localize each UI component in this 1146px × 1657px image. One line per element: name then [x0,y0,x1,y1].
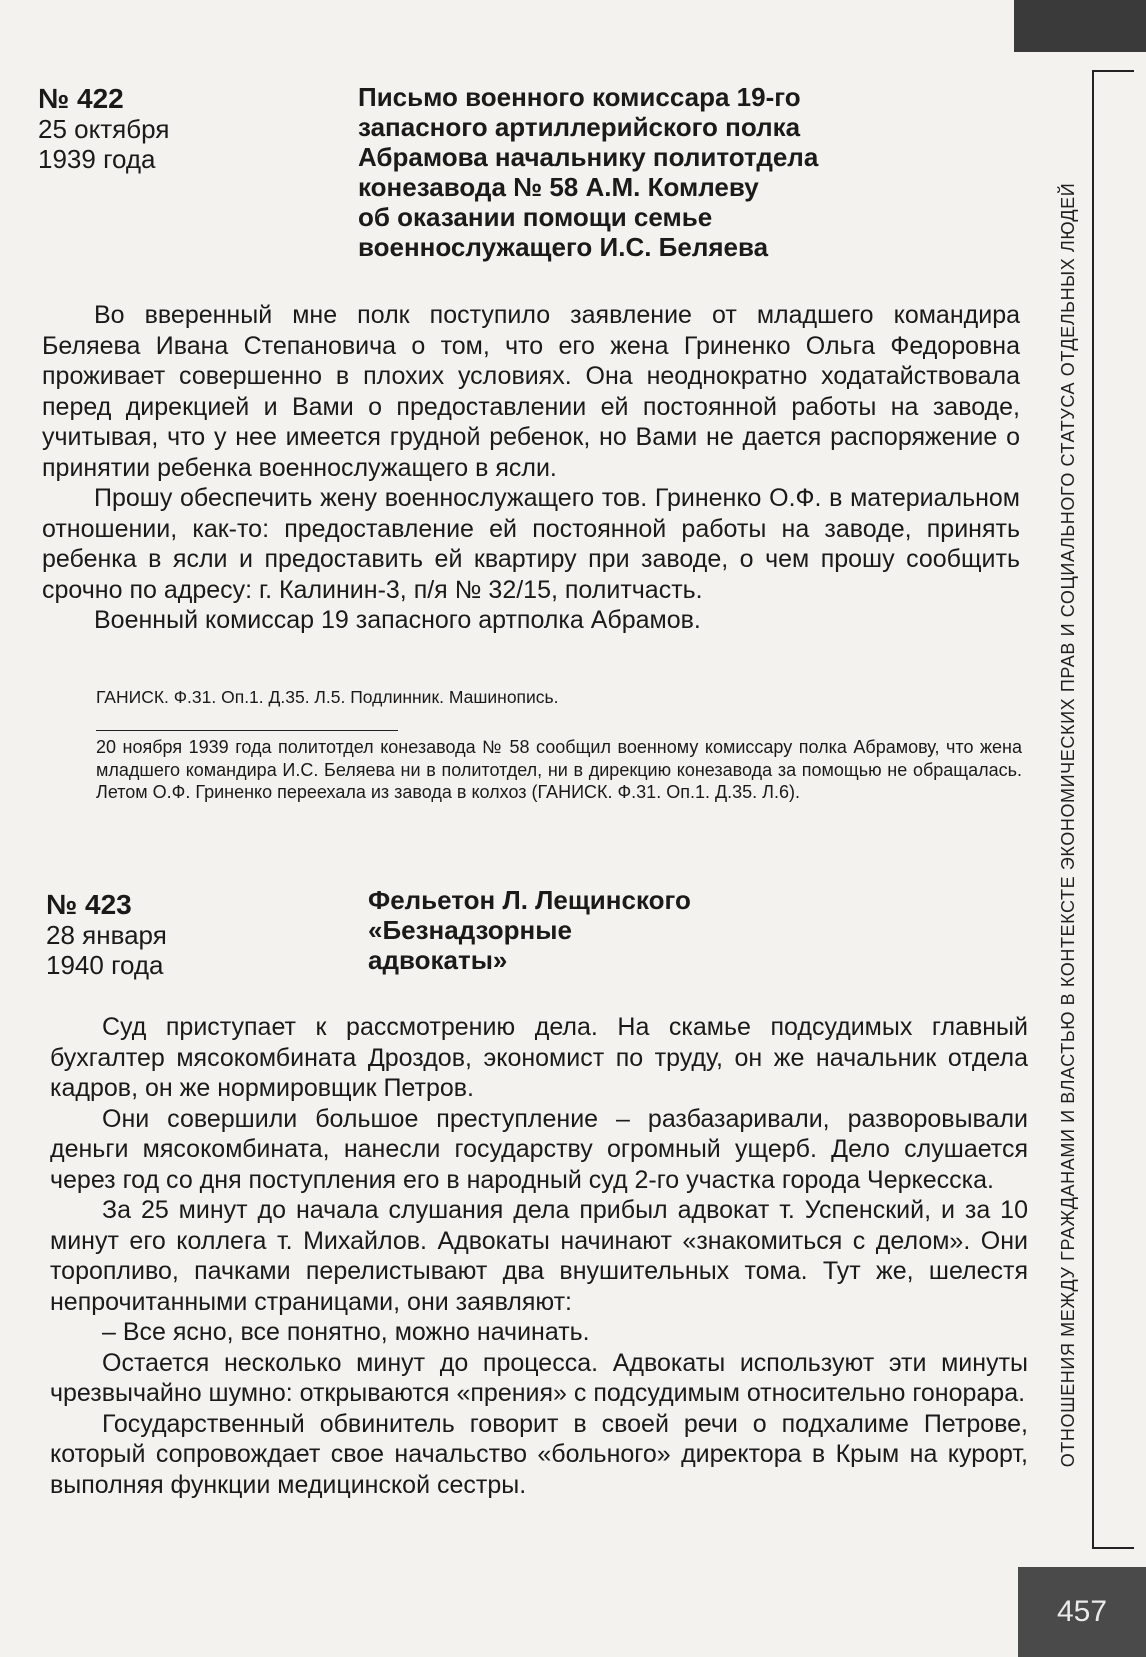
doc-date-year: 1939 года [38,144,156,174]
archive-source: ГАНИСК. Ф.31. Оп.1. Д.35. Л.5. Подлинник. Машинопись. [96,687,559,707]
title-line: Абрамова начальнику политотдела [358,142,819,172]
footnote: 20 ноября 1939 года политотдел конезавода № 58 сообщил военному комиссару полка Абрамову, что жена младшего командира И.С. Беляева ни в политотдел, ни в дирекцию конезавода за помощью не обращалась. Летом О.Ф. Гриненко переехала из завода в колхоз (ГАНИСК. Ф.31. Оп.1. Д.35. Л.6). [96,737,1022,802]
doc-date-year: 1940 года [46,950,164,980]
top-corner-tab [1014,0,1146,52]
paragraph: Остается несколько минут до процесса. Адвокаты используют эти минуты чрезвычайно шумно: открываются «прения» с подсудимым относительно гонорара. [50,1348,1028,1407]
doc-number: № 422 [38,83,124,114]
title-line: Письмо военного комиссара 19-го [358,82,801,112]
doc-date-day: 28 января [46,920,167,950]
side-frame [1092,70,1134,1549]
title-line: запасного артиллерийского полка [358,112,801,142]
dialogue-line: – Все ясно, все понятно, можно начинать. [102,1318,590,1346]
footnote-rule [96,730,398,731]
doc-422-title [358,82,818,262]
doc-422-meta [38,84,169,174]
doc-number: № 423 [46,889,132,920]
signature-line: Военный комиссар 19 запасного артполка Абрамов. [94,606,701,634]
paragraph: Суд приступает к рассмотрению дела. На скамье подсудимых главный бухгалтер мясокомбината Дроздов, экономист по труду, он же начальник отдела кадров, он же нормировщик Петров. [50,1013,1028,1102]
title-line: конезавода № 58 А.М. Комлеву [358,172,759,202]
paragraph: Государственный обвинитель говорит в своей речи о подхалиме Петрове, который сопровождает свое начальство «больного» директора в Крым на курорт, выполняя функции медицинской сестры. [50,1409,1028,1499]
paragraph: Во вверенный мне полк поступило заявление от младшего командира Беляева Ивана Степановича о том, что его жена Гриненко Ольга Федоровна проживает совершенно в плохих условиях. Она неоднократно ходатайствовала перед дирекцией и Вами о предоставлении ей постоянной работы на заводе, учитывая, что у нее имеется грудной ребенок, но Вами не дается распоряжение о принятии ребенка военнослужащего в ясли. [42,301,1020,482]
title-line: Фельетон Л. Лещинского [368,885,691,915]
title-line: военнослужащего И.С. Беляева [358,232,769,262]
title-line: адвокаты» [368,945,508,975]
paragraph: Прошу обеспечить жену военнослужащего тов. Гриненко О.Ф. в материальном отношении, как-то: предоставление ей постоянной работы на заводе, принять ребенка в ясли и предоставить ей квартиру при заводе, о чем прошу сообщить срочно по адресу: г. Калинин-3, п/я № 32/15, политчасть. [42,484,1020,604]
paragraph: За 25 минут до начала слушания дела прибыл адвокат т. Успенский, и за 10 минут его коллега т. Михайлов. Адвокаты начинают «знакомиться с делом». Они торопливо, пачками перелистывают два внушительных тома. Тут же, шелестя непрочитанными страницами, они заявляют: [50,1196,1028,1316]
page-number: 457 [1018,1567,1146,1657]
doc-423-body [50,1012,1028,1500]
doc-423-title [368,885,691,975]
paragraph: Они совершили большое преступление – разбазаривали, разворовывали деньги мясокомбината, нанесли государству огромный ущерб. Дело слушается через год со дня поступления его в народный суд 2-го участка города Черкесска. [50,1104,1028,1194]
doc-423-meta [46,890,167,980]
doc-date-day: 25 октября [38,114,170,144]
title-line: об оказании помощи семье [358,202,713,232]
title-line: «Безнадзорные [368,915,572,945]
doc-422-body [42,300,1020,636]
running-header: ОТНОШЕНИЯ МЕЖДУ ГРАЖДАНАМИ И ВЛАСТЬЮ В КОНТЕКСТЕ ЭКОНОМИЧЕСКИХ ПРАВ И СОЦИАЛЬНОГО СТАТУСА ОТДЕЛЬНЫХ ЛЮДЕЙ [1058,182,1078,1468]
